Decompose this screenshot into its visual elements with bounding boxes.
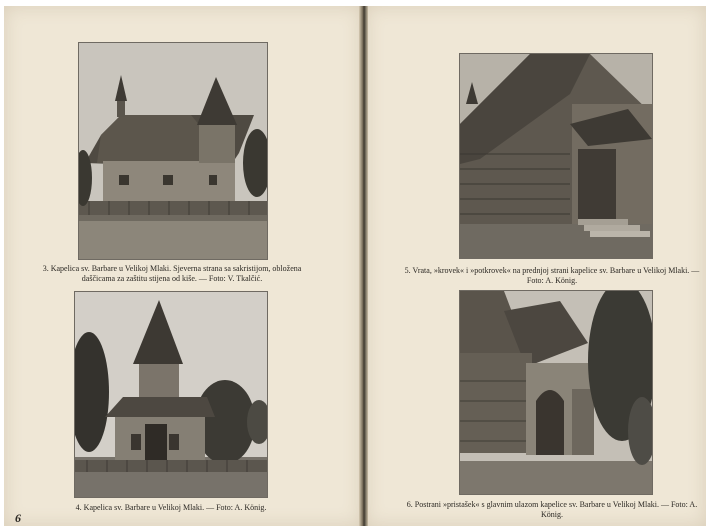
book-gutter (359, 6, 368, 526)
figure-4-caption: 4. Kapelica sv. Barbare u Velikoj Mlaki. — Foto: A. König. (75, 503, 267, 512)
photo-chapel-door-front (459, 53, 653, 259)
photo-chapel-side-porch (459, 290, 653, 495)
page-number: 6 (15, 511, 21, 525)
figure-3-caption: 3. Kapelica sv. Barbare u Velikoj Mlaki. Sjeverna strana sa sakristijom, obložena daščicama za zaštitu stijena od kiše. — Foto: V. Tkalčić. (42, 264, 302, 283)
photo-chapel-north-side (78, 42, 268, 260)
figure-5-caption: 5. Vrata, »krovek« i »potkrovek« na prednjoj strani kapelice sv. Barbare u Velikoj Mlaki. — Foto: A. König. (404, 266, 700, 285)
photo-chapel-tower (74, 291, 268, 498)
figure-6-caption: 6. Postrani »pristašek« s glavnim ulazom kapelice sv. Barbare u Velikoj Mlaki. — Foto: A. König. (406, 500, 698, 519)
